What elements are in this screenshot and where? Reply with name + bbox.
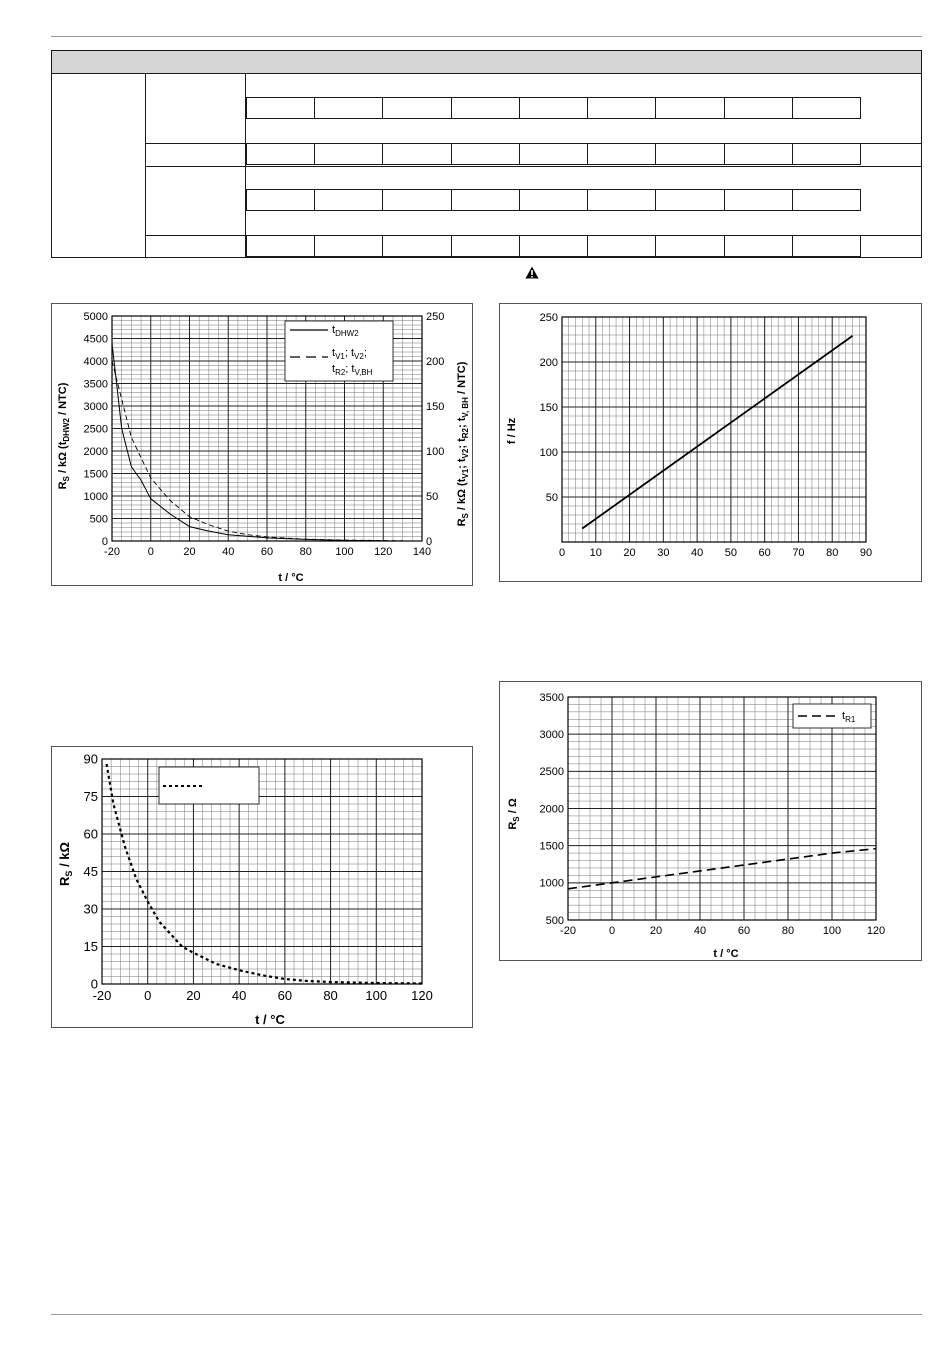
y-tick-label: 2500 — [539, 766, 564, 779]
y-tick-label: 50 — [545, 491, 558, 504]
chart-ntc-kohm-svg — [52, 747, 474, 1029]
y-tick-label: 200 — [539, 356, 558, 369]
y2-tick-label: 250 — [426, 310, 445, 323]
x-tick-label: -20 — [560, 925, 576, 937]
x-tick-label: 60 — [277, 988, 293, 1003]
x-tick-label: 40 — [690, 547, 704, 559]
x-tick-label: 30 — [657, 547, 670, 559]
x-tick-label: 60 — [758, 547, 771, 559]
y-tick-label: 30 — [83, 901, 98, 917]
chart-xlabel: t / °C — [278, 572, 304, 584]
chart-ylabel: $R_S$ / kΩ — [57, 842, 74, 886]
y-tick-label: 75 — [83, 789, 98, 805]
y-tick-label: 100 — [539, 446, 558, 459]
x-tick-label: 0 — [608, 925, 616, 937]
y-tick-label: 15 — [83, 939, 98, 955]
chart-xlabel: t / °C — [713, 948, 739, 960]
x-tick-label: 40 — [222, 546, 235, 558]
table-row — [246, 235, 861, 257]
x-tick-label: 20 — [186, 988, 201, 1003]
table-row — [246, 97, 861, 119]
x-tick-label: 100 — [365, 988, 388, 1003]
chart-ylabel-right: $R_S$ / kΩ ($t_{V1}$; $t_{V2}$; $t_{R2}$; $t_{V, BH} / NTC$) — [456, 361, 470, 527]
x-tick-label: 70 — [792, 547, 805, 559]
bottom-rule — [51, 1314, 922, 1315]
y-tick-label: 4500 — [83, 333, 108, 346]
y-tick-label: 3500 — [539, 691, 564, 704]
chart-ptc-ohm-svg — [500, 682, 923, 962]
legend-label-flow: $t_{V1}$; $t_{V2}$; — [332, 347, 367, 361]
x-tick-label: 120 — [411, 988, 433, 1003]
x-tick-label: 20 — [183, 546, 196, 558]
x-tick-label: 60 — [260, 546, 274, 558]
y-tick-label: 2500 — [83, 423, 108, 436]
x-tick-label: 40 — [231, 988, 247, 1003]
y-tick-label: 60 — [83, 826, 98, 842]
x-tick-label: 80 — [781, 925, 795, 937]
x-tick-label: 80 — [826, 547, 839, 559]
chart-ylabel-left: $R_S$ / kΩ $(t_{DHW2} / NTC)$ — [57, 382, 71, 490]
y-tick-label: 2000 — [539, 803, 564, 816]
legend-label-flow-2: $t_{R2}$; $t_{V,BH}$ — [332, 363, 373, 377]
x-tick-label: 80 — [299, 546, 312, 558]
y-tick-label: 0 — [90, 976, 98, 992]
y-tick-label: 0 — [101, 535, 108, 548]
legend-label-r1: $t_{R1}$ — [842, 710, 856, 724]
y-tick-label: 1500 — [83, 468, 108, 481]
x-tick-label: 20 — [623, 547, 636, 559]
chart-frequency — [499, 303, 922, 582]
chart-ylabel: f / Hz — [506, 417, 518, 445]
top-rule — [51, 36, 922, 37]
chart-ntc-kohm — [51, 746, 473, 1028]
x-tick-label: 90 — [859, 547, 873, 559]
legend-label-dhw2: $t_{DHW2}$ — [332, 324, 359, 338]
x-tick-label: 0 — [558, 547, 566, 559]
chart-ptc-ohm — [499, 681, 922, 961]
y-tick-label: 250 — [539, 311, 558, 324]
y-tick-label: 1000 — [83, 490, 108, 503]
x-tick-label: 140 — [412, 546, 432, 558]
y2-tick-label: 200 — [426, 355, 445, 368]
y-tick-label: 150 — [539, 401, 558, 414]
y-tick-label: 2000 — [83, 445, 108, 458]
y2-tick-label: 150 — [426, 400, 445, 413]
x-tick-label: 40 — [693, 925, 707, 937]
spec-table — [51, 50, 922, 258]
chart-ntc-dhw — [51, 303, 473, 586]
chart-ylabel: $R_S$ / Ω — [507, 798, 521, 830]
x-tick-label: 10 — [589, 547, 602, 559]
x-tick-label: 0 — [144, 988, 152, 1003]
y-tick-label: 500 — [89, 513, 108, 526]
table-divider — [145, 166, 922, 167]
chart-xlabel: t / °C — [255, 1012, 285, 1027]
chart-frequency-svg — [500, 304, 923, 583]
y-tick-label: 1500 — [539, 840, 564, 853]
table-row — [246, 189, 861, 211]
table-row — [246, 143, 861, 165]
y-tick-label: 3000 — [539, 729, 564, 742]
y-tick-label: 3500 — [83, 378, 108, 391]
x-tick-label: 100 — [822, 925, 842, 937]
chart-legend — [159, 767, 259, 804]
y-tick-label: 90 — [83, 751, 98, 767]
x-tick-label: 80 — [323, 988, 338, 1003]
y2-tick-label: 50 — [426, 490, 439, 503]
x-tick-label: 0 — [147, 546, 154, 558]
x-tick-label: 100 — [335, 546, 354, 558]
table-header-bar — [52, 51, 921, 74]
x-tick-label: 120 — [374, 546, 393, 558]
y-tick-label: 45 — [83, 864, 98, 880]
y-tick-label: 1000 — [539, 877, 564, 890]
y2-tick-label: 0 — [426, 535, 433, 548]
x-tick-label: -20 — [92, 988, 112, 1003]
x-tick-label: 60 — [737, 925, 751, 937]
y-tick-label: 3000 — [83, 400, 108, 413]
y-tick-label: 4000 — [83, 355, 108, 368]
warning-icon — [525, 266, 539, 279]
plot-area-border — [562, 317, 866, 542]
x-tick-label: -20 — [104, 546, 120, 558]
y-tick-label: 500 — [545, 914, 564, 927]
x-tick-label: 120 — [866, 925, 886, 937]
x-tick-label: 20 — [649, 925, 663, 937]
x-tick-label: 50 — [724, 547, 738, 559]
chart-ntc-dhw-svg — [52, 304, 474, 587]
y-tick-label: 5000 — [83, 310, 108, 323]
y2-tick-label: 100 — [426, 445, 445, 458]
